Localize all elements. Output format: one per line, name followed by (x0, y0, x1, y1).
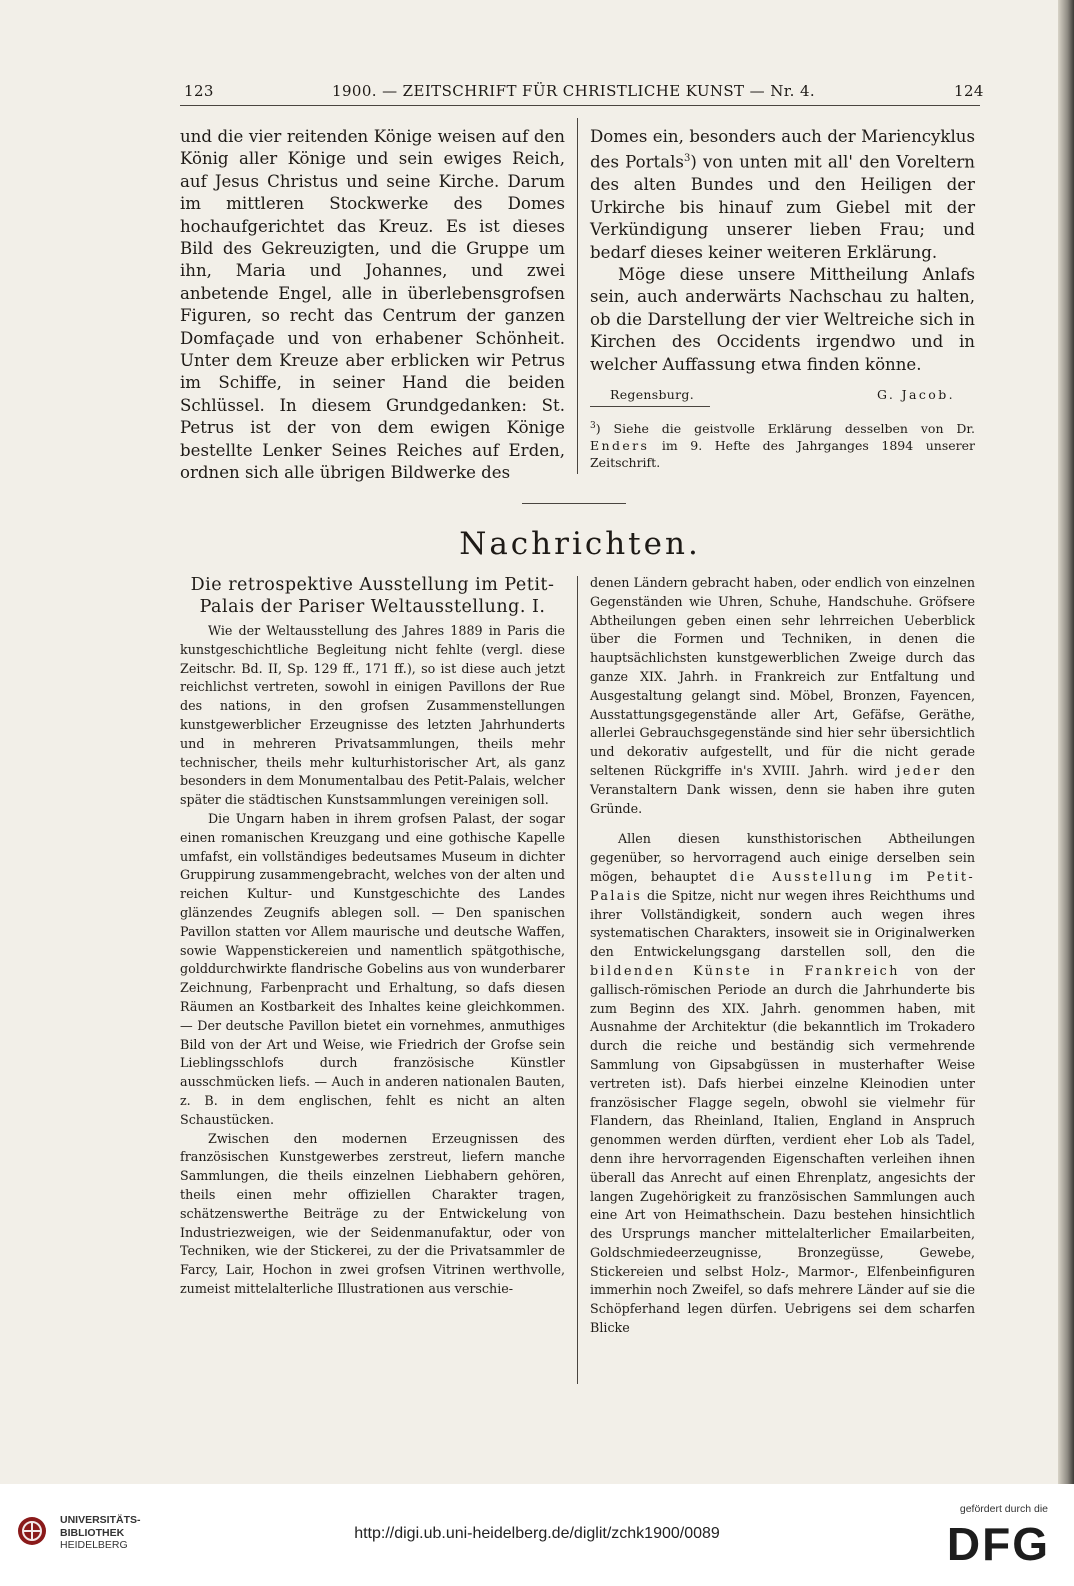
paragraph: denen Ländern gebracht haben, oder endlich von einzelnen Gegenständen wie Uhren, Schuhe, Handschuhe. Gröfsere Abtheilungen geben einen sehr lehrreichen Ueberblick über die Formen und Techniken, in denen die hauptsächlichsten kunstgewerblichen Zweige durch das ganze XIX. Jahrh. in Frankreich zur Entfaltung und Ausgestaltung gelangt sind. Möbel, Bronzen, Fayencen, Ausstattungsgegenstände aller Art, Gefäfse, Geräthe, allerlei Gebrauchsgegenstände sind hier sehr übersichtlich und dekorativ aufgestellt, und für die nicht gerade seltenen Rückgriffe in's XVIII. Jahrh. wird jeder den Veranstaltern Dank wissen, denn sie haben ihre guten Gründe. (590, 575, 975, 816)
header-rule (180, 105, 980, 106)
permalink-url[interactable]: http://digi.ub.uni-heidelberg.de/diglit/zchk1900/0089 (354, 1525, 720, 1542)
footnote: $^3$) Siehe die geistvolle Erklärung desselben von Dr. Enders im 9. Hefte des Jahrganges 1894 unserer Zeitschrift. (590, 421, 975, 471)
paragraph: Domes ein, besonders auch der Mariencyklus des Portals$^3$) von unten mit all' den Voreltern des alten Bundes und den Heiligen der Urkirche bis hinauf zum Giebel mit der Verkündigung unserer lieben Frau; und bedarf dieses keiner weiteren Erklärung. (590, 127, 975, 262)
column-rule-bottom (577, 576, 578, 1384)
signature-author: G. Jacob. (876, 387, 955, 402)
top-right-column (590, 126, 975, 406)
paragraph: Allen diesen kunsthistorischen Abtheilungen gegenüber, so hervorragend auch einige derselben sein mögen, behauptet die Ausstellung im Petit-Palais die Spitze, nicht nur wegen ihres Reichthums und ihrer Vollständigkeit, sondern auch wegen ihres systematischen Charakters, insoweit sie in Originalwerken den Entwickelungsgang darstellen soll, den die bildenden Künste in Frankreich von der gallisch-römischen Periode an durch die Jahrhunderte bis zum Beginn des XIX. Jahrh. genommen haben, mit Ausnahme der Architektur (die bekanntlich im Trokadero durch die reiche und beständig sich vermehrende Sammlung von Gipsabgüssen in musterhafter Weise vertreten ist). Dafs hierbei einzelne Kleinodien unter französischer Flagge segeln, obwohl sie vielmehr für Flandern, das Rheinland, Italien, England in Anspruch genommen werden dürften, verdient eher Lob als Tadel, denn ihre hervorragenden Eigenschaften verleihen ihnen überall das Anrecht auf einen Ehrenplatz, angesichts der langen Zugehörigkeit zu französischen Sammlungen auch eine Art von Heimathschein. Dazu bestehen hinsichtlich des Ursprungs mancher mittelalterlicher Emailarbeiten, Goldschmiedeerzeugnisse, Bronzegüsse, Gewebe, Stickereien und selbst Holz-, Marmor-, Elfenbeinfiguren immerhin noch Zweifel, so dafs mehrere Länder auf sie die Schöpferhand legen dürfen. Uebrigens sei dem scharfen Blicke (590, 831, 976, 1336)
page-number-left: 123 (184, 82, 214, 100)
running-header-title: 1900. — ZEITSCHRIFT FÜR CHRISTLICHE KUNST — Nr. 4. (332, 82, 816, 100)
article-left-column (180, 574, 565, 1299)
library-name: UNIVERSITÄTS- BIBLIOTHEK HEIDELBERG (60, 1514, 141, 1551)
top-left-column (180, 126, 565, 485)
section-title: Nachrichten. (459, 526, 701, 562)
article-title: Die retrospektive Ausstellung im Petit-Palais der Pariser Weltausstellung. I. (190, 575, 555, 617)
page-edge-shadow (1058, 0, 1074, 1484)
funding-note: gefördert durch die (959, 1503, 1048, 1515)
footnote-ref: 3 (683, 153, 691, 165)
paragraph: Möge diese unsere Mittheilung Anlafs sein, auch anderwärts Nachschau zu halten, ob die Darstellung der vier Weltreiche sich in Kirchen des Occidents irgendwo und in welcher Auffassung etwa finden könne. (590, 264, 975, 374)
paragraph: Wie der Weltausstellung des Jahres 1889 in Paris die kunstgeschichtliche Begleitung nicht fehlte (vergl. diese Zeitschr. Bd. II, Sp. 129 ff., 171 ff.), so ist diese auch jetzt reichlichst vertreten, sowohl in einigen Pavillons der Rue des nations, in den grofsen Zusammenstellungen kunstgewerblicher Erzeugnisse des letzten Jahrhunderts und in mehreren Privatsammlungen, theils mehr technischer, theils mehr kulturhistorischer Art, als ganz besonders in dem Monumentalbau des Petit-Palais, welcher später die städtischen Kunstsammlungen vereinigen soll. (180, 623, 565, 808)
paragraph: Die Ungarn haben in ihrem grofsen Palast, der sogar einen romanischen Kreuzgang und eine gothische Kapelle umfafst, ein vollständiges bedeutsames Museum in dichter Gruppirung zusammengebracht, welches von der alten und reichen Kultur- und Kunstgeschichte des Landes glänzendes Zeugnifs ablegen soll. — Den spanischen Pavillon statten vor Allem maurische und deutsche Waffen, sowie Wappenstickereien und namentlich spätgothische, golddurchwirkte flandrische Gobelins aus von wunderbarer Zeichnung, Farbenpracht und Erhaltung, so dafs diesen Räumen an Kostbarkeit des Inhaltes keine gleichkommen. — Der deutsche Pavillon bietet ein vornehmes, anmuthiges Bild von der Art und Weise, wie Friedrich der Grofse sein Lieblingsschlofs durch französische Künstler ausschmücken liefs. — Auch in anderen nationalen Bauten, z. B. in dem englischen, fehlt es nicht an alten Schaustücken. (180, 810, 565, 1127)
article-right-column (590, 574, 975, 1338)
column-rule-top (577, 118, 578, 474)
signature-place: Regensburg. (610, 387, 694, 402)
paragraph: und die vier reitenden Könige weisen auf den König aller Könige und sein ewiges Reich, auf Jesus Christus und seine Kirche. Darum im mittleren Stockwerke des Domes hochaufgerichtet das Kreuz. Es ist dieses Bild des Gekreuzigten, und die Gruppe um ihn, Maria und Johannes, und zwei anbetende Engel, alle in überlebensgrofsen Figuren, so recht das Centrum der ganzen Domfaçade und von erhabener Schönheit. Unter dem Kreuze aber erblicken wir Petrus im Schiffe, in seiner Hand die beiden Schlüssel. In diesem Grundgedanken: St. Petrus ist der von dem ewigen Könige bestellte Lenker Seines Reiches auf Erden, ordnen sich alle übrigen Bildwerke des (180, 127, 565, 483)
signature (610, 384, 955, 406)
page-number-right: 124 (954, 82, 984, 100)
dfg-logo: DFG (946, 1518, 1050, 1570)
footnote-rule (590, 406, 710, 407)
paragraph: Zwischen den modernen Erzeugnissen des französischen Kunstgewerbes zerstreut, liefern manche Sammlungen, die theils einzelnen Liebhabern gehören, theils einen mehr offiziellen Charakter tragen, schätzenswerthe Beiträge zu der Entwickelung von Industriezweigen, wie der Seidenmanufaktur, oder von Techniken, wie der Stickerei, zu der die Privatsammler de Farcy, Lair, Hochon in zwei grofsen Vitrinen werthvolle, zumeist mittelalterliche Illustrationen aus verschie- (180, 1130, 565, 1296)
section-divider (522, 503, 626, 504)
